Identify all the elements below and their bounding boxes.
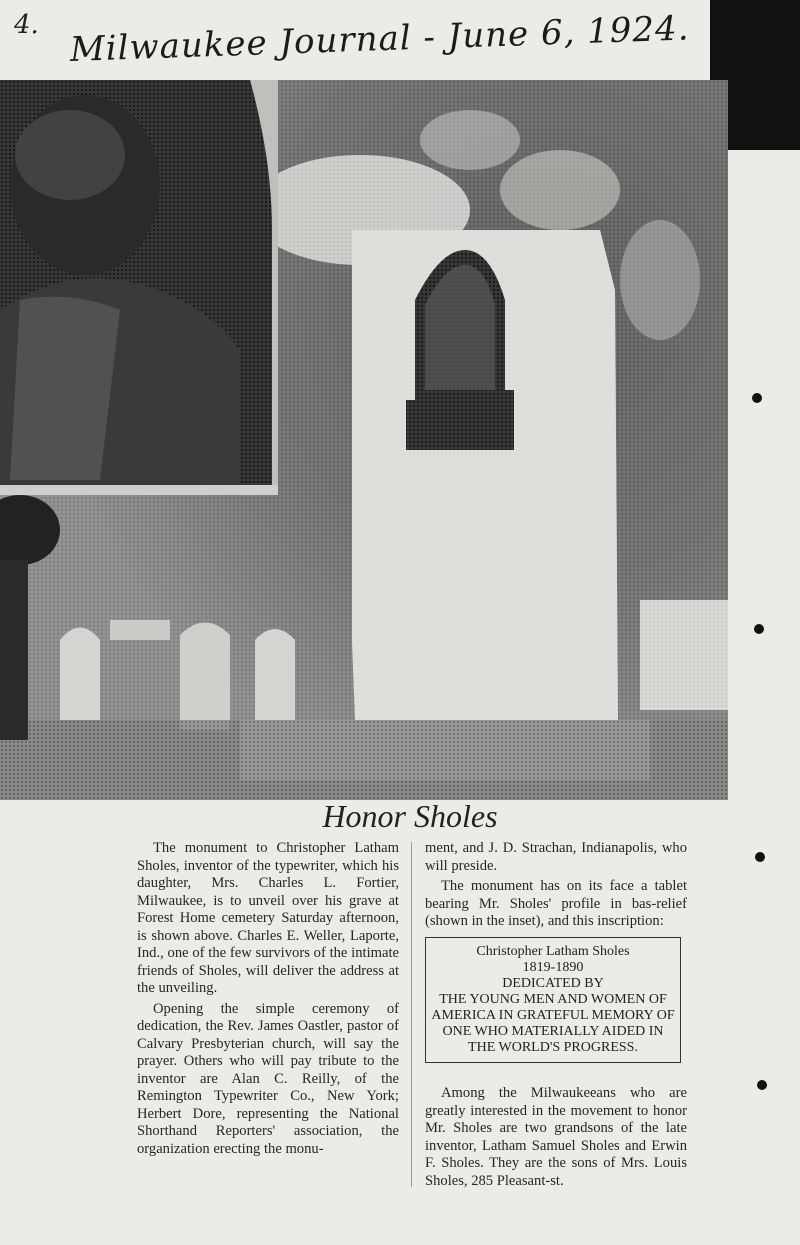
punch-hole: [752, 393, 762, 403]
article-headline: Honor Sholes: [322, 798, 498, 834]
punch-hole: [755, 852, 765, 862]
inscription-name: Christopher Latham Sholes: [476, 944, 630, 959]
paragraph: The monument has on its face a tablet bearing Mr. Sholes' profile in bas-relief (shown in the inset), and this inscription:: [425, 878, 687, 929]
handwritten-source-note: Milwaukee Journal - June 6, 1924.: [69, 8, 691, 70]
article-left-column: [137, 840, 399, 1161]
inscription-box: [425, 937, 681, 1063]
article-right-column-top: [425, 840, 687, 934]
paragraph: The monument to Christopher Latham Sholes, inventor of the typewriter, which his daughter, Mrs. Charles L. Fortier, Milwaukee, is to unveil over his grave at Forest Home cemetery Saturday afternoon, is shown above. Charles E. Weller, Laporte, Ind., one of the few survivors of the intimate friends of Sholes, will deliver the address at the unveiling.: [137, 840, 399, 996]
paragraph: ment, and J. D. Strachan, Indianapolis, who will preside.: [425, 840, 687, 874]
column-divider: [411, 842, 412, 1187]
monument-photograph: [0, 80, 728, 800]
article-right-column-bottom: [425, 1085, 687, 1193]
punch-hole: [757, 1080, 767, 1090]
punch-hole: [754, 624, 764, 634]
page-number: 4.: [14, 10, 39, 40]
paragraph: Among the Milwaukeeans who are greatly interested in the movement to honor Mr. Sholes are two grandsons of the late inventor, Latham Samuel Sholes and Erwin F. Sholes. They are the sons of Mrs. Louis Sholes, 285 Pleasant-st.: [425, 1085, 687, 1189]
inscription-dedication: DEDICATED BY: [502, 976, 604, 991]
inscription-years: 1819-1890: [522, 960, 584, 975]
paragraph: Opening the simple ceremony of dedication, the Rev. James Oastler, pastor of Calvary Presbyterian church, will say the prayer. Others who will pay tribute to the inventor are Alan C. Reilly, of the Remington Typewriter Co., New York; Herbert Dore, representing the National Shorthand Reporters' association, the organization erecting the monu-: [137, 1000, 399, 1157]
inscription-body: THE YOUNG MEN AND WOMEN OF AMERICA IN GRATEFUL MEMORY OF ONE WHO MATERIALLY AIDED IN THE WORLD'S PROGRESS.: [431, 992, 675, 1055]
